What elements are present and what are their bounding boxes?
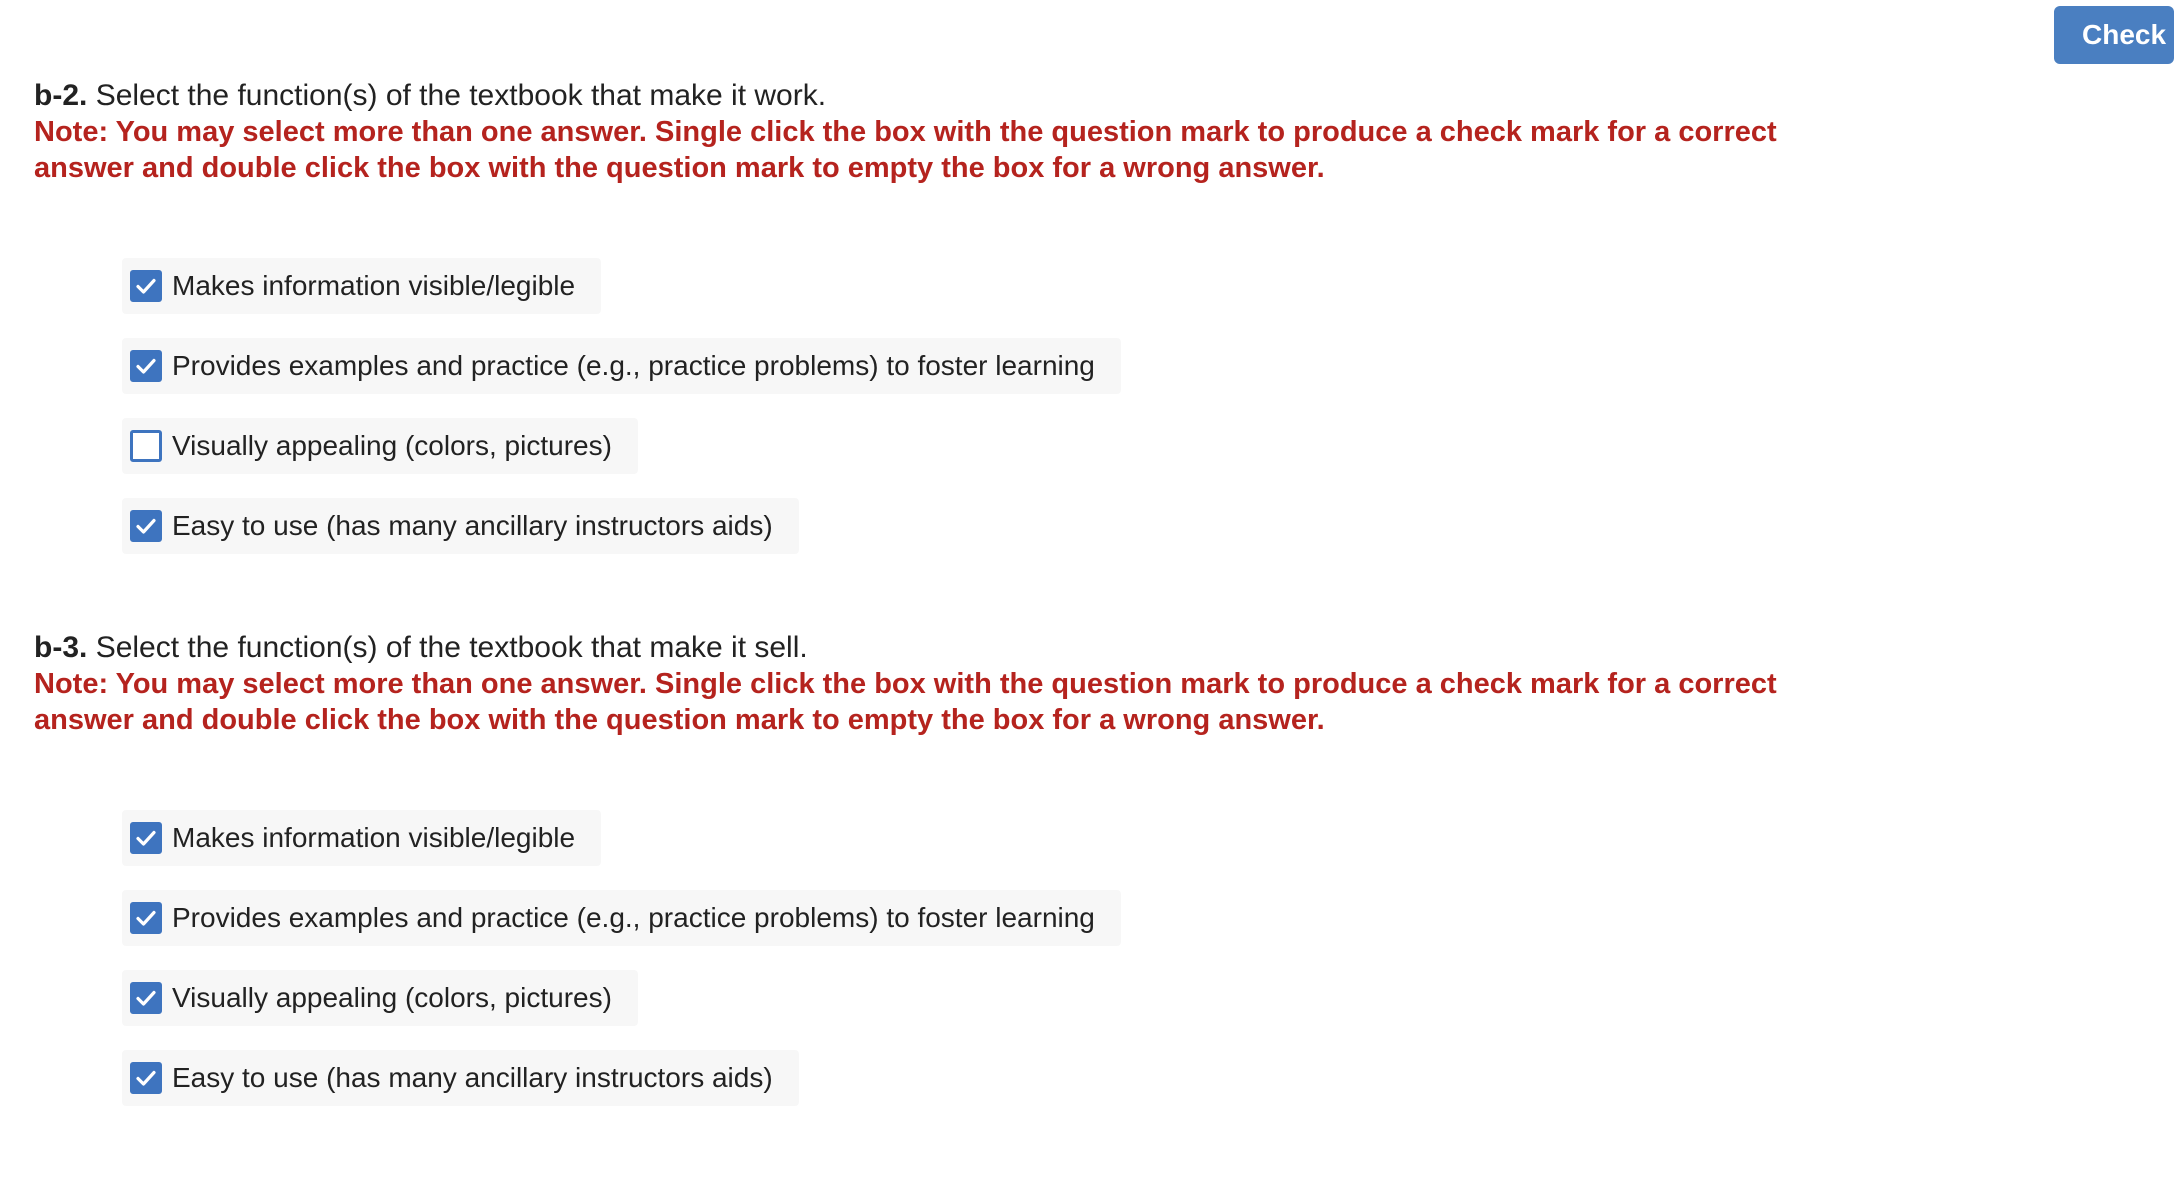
b2-option-2[interactable] — [122, 338, 1121, 394]
checkbox-icon[interactable] — [130, 270, 162, 302]
question-b2-number: b-2. — [34, 79, 88, 112]
checkmark-icon — [134, 274, 158, 298]
b3-option-4[interactable] — [122, 1050, 799, 1106]
checkbox-icon[interactable] — [130, 510, 162, 542]
option-label: Provides examples and practice (e.g., practice problems) to foster learning — [172, 350, 1095, 381]
checkmark-icon — [134, 906, 158, 930]
checkbox-icon[interactable] — [130, 430, 162, 462]
question-b2-options — [122, 258, 1121, 578]
question-b3-number: b-3. — [34, 631, 88, 664]
question-b3-note: Note: You may select more than one answer. Single click the box with the question mark to produce a check mark for a correct answer and double click the box with the question mark to empty the box for a wrong answer. — [34, 668, 1777, 736]
question-b2-note: Note: You may select more than one answer. Single click the box with the question mark to produce a check mark for a correct answer and double click the box with the question mark to empty the box for a wrong answer. — [34, 116, 1777, 184]
question-b3-text: Select the function(s) of the textbook that make it sell. — [95, 631, 808, 664]
checkbox-icon[interactable] — [130, 982, 162, 1014]
question-b3-prompt — [34, 630, 1874, 666]
b2-option-4[interactable] — [122, 498, 799, 554]
checkmark-icon — [134, 354, 158, 378]
question-b2 — [34, 78, 1874, 541]
b3-option-2[interactable] — [122, 890, 1121, 946]
b3-option-1[interactable] — [122, 810, 601, 866]
b2-option-1[interactable] — [122, 258, 601, 314]
check-button[interactable]: Check — [2054, 6, 2174, 64]
b2-option-3[interactable] — [122, 418, 638, 474]
checkbox-icon[interactable] — [130, 902, 162, 934]
option-label: Makes information visible/legible — [172, 822, 576, 853]
option-label: Easy to use (has many ancillary instructors aids) — [172, 510, 773, 541]
option-label: Provides examples and practice (e.g., practice problems) to foster learning — [172, 902, 1095, 933]
checkmark-icon — [134, 514, 158, 538]
checkmark-icon — [134, 826, 158, 850]
question-b3-options — [122, 810, 1121, 1130]
b3-option-3[interactable] — [122, 970, 638, 1026]
question-b2-text: Select the function(s) of the textbook that make it work. — [95, 79, 827, 112]
checkmark-icon — [134, 1066, 158, 1090]
option-label: Visually appealing (colors, pictures) — [172, 430, 612, 461]
option-label: Visually appealing (colors, pictures) — [172, 982, 612, 1013]
question-b2-prompt — [34, 78, 1874, 114]
checkbox-icon[interactable] — [130, 822, 162, 854]
option-label: Easy to use (has many ancillary instructors aids) — [172, 1062, 773, 1093]
checkmark-icon — [134, 986, 158, 1010]
checkbox-icon[interactable] — [130, 350, 162, 382]
checkbox-icon[interactable] — [130, 1062, 162, 1094]
question-b3 — [34, 630, 1874, 1093]
option-label: Makes information visible/legible — [172, 270, 576, 301]
